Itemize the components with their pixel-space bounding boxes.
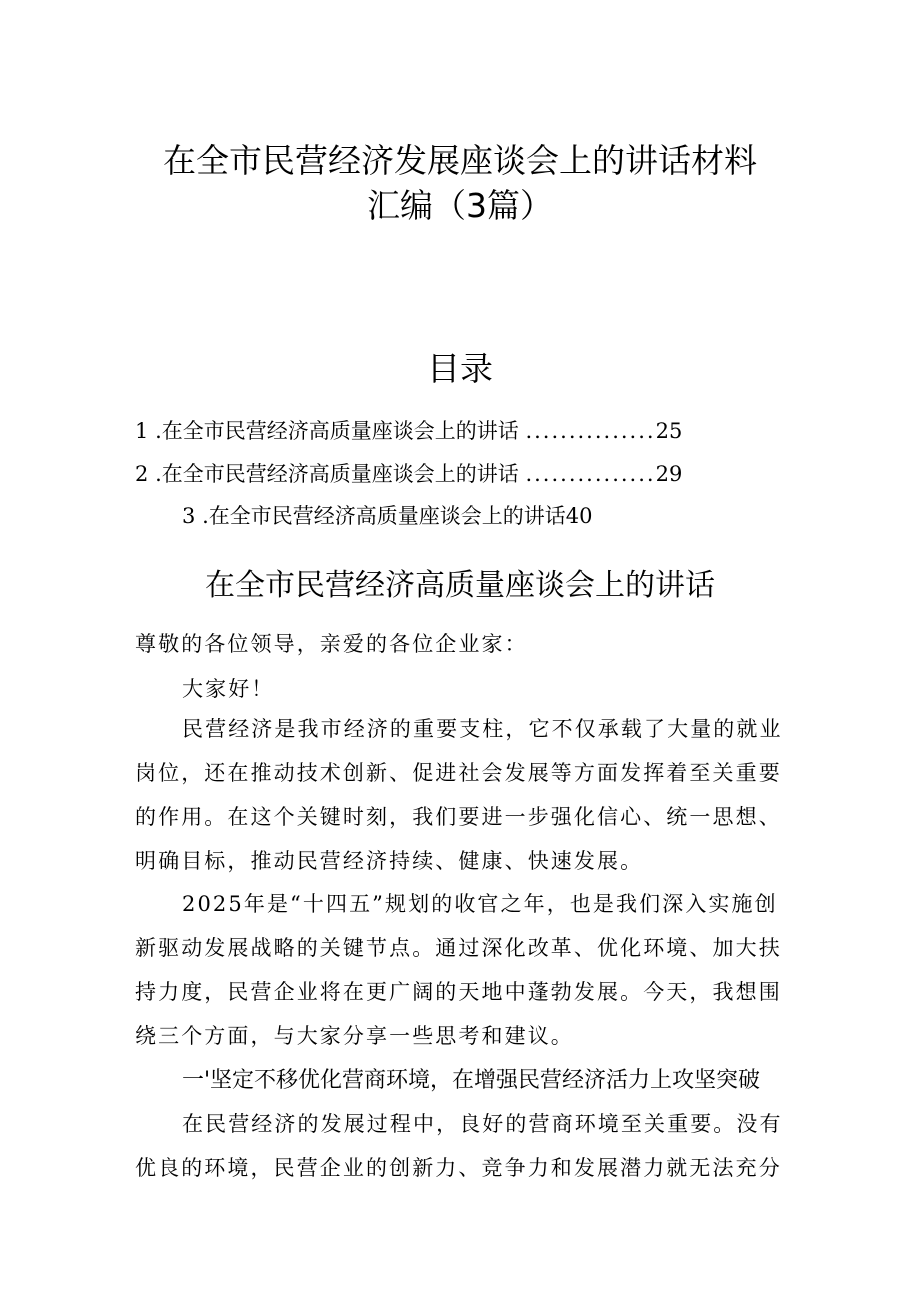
toc-item[interactable] [135, 415, 682, 445]
toc-heading: 目录 [427, 349, 493, 388]
section-1-heading: 一'坚定不移优化营商环境，在增强民营经济活力上攻坚突破 [182, 1068, 761, 1093]
toc-item-title: .在全市民营经济高质量座谈会上的讲话 [202, 504, 566, 528]
salutation: 尊敬的各位领导，亲爱的各位企业家： [135, 632, 528, 656]
toc-item[interactable] [182, 500, 592, 530]
paragraph-line: 2025年是“十四五”规划的收官之年，也是我们深入实施创 [182, 892, 778, 916]
paragraph-line: 明确目标，推动民营经济持续、健康、快速发展。 [135, 849, 644, 873]
toc-item[interactable] [135, 458, 682, 488]
paragraph-line: 绕三个方面，与大家分享一些思考和建议。 [135, 1024, 574, 1048]
toc-item-leader-dots: ............... [525, 462, 656, 486]
paragraph-line: 持力度，民营企业将在更广阔的天地中蓬勃发展。今天，我想围 [135, 980, 782, 1004]
speech-title: 在全市民营经济高质量座谈会上的讲话 [205, 568, 715, 603]
document-title-line-2: 汇编（3篇） [367, 186, 553, 225]
paragraph-line: 优良的环境，民营企业的创新力、竞争力和发展潜力就无法充分 [135, 1156, 782, 1180]
paragraph-line: 在民营经济的发展过程中，良好的营商环境至关重要。没有 [182, 1112, 783, 1136]
toc-item-number: 3 [182, 504, 196, 528]
toc-item-page: 29 [655, 462, 683, 486]
toc-item-title: .在全市民营经济高质量座谈会上的讲话 [155, 462, 519, 486]
paragraph-line: 民营经济是我市经济的重要支柱，它不仅承载了大量的就业 [182, 717, 783, 741]
toc-item-leader-dots: ............... [525, 419, 656, 443]
toc-item-number: 1 [135, 419, 149, 443]
toc-item-page: 40 [565, 504, 593, 528]
toc-item-title: .在全市民营经济高质量座谈会上的讲话 [155, 419, 519, 443]
paragraph-line: 岗位，还在推动技术创新、促进社会发展等方面发挥着至关重要 [135, 761, 782, 785]
document-title-line-1: 在全市民营经济发展座谈会上的讲话材料 [163, 141, 757, 180]
toc-item-page: 25 [655, 419, 683, 443]
toc-item-number: 2 [135, 462, 149, 486]
paragraph-line: 新驱动发展战略的关键节点。通过深化改革、优化环境、加大扶 [135, 936, 782, 960]
paragraph-line: 的作用。在这个关键时刻，我们要进一步强化信心、统一思想、 [135, 805, 782, 829]
greeting: 大家好！ [182, 677, 275, 701]
